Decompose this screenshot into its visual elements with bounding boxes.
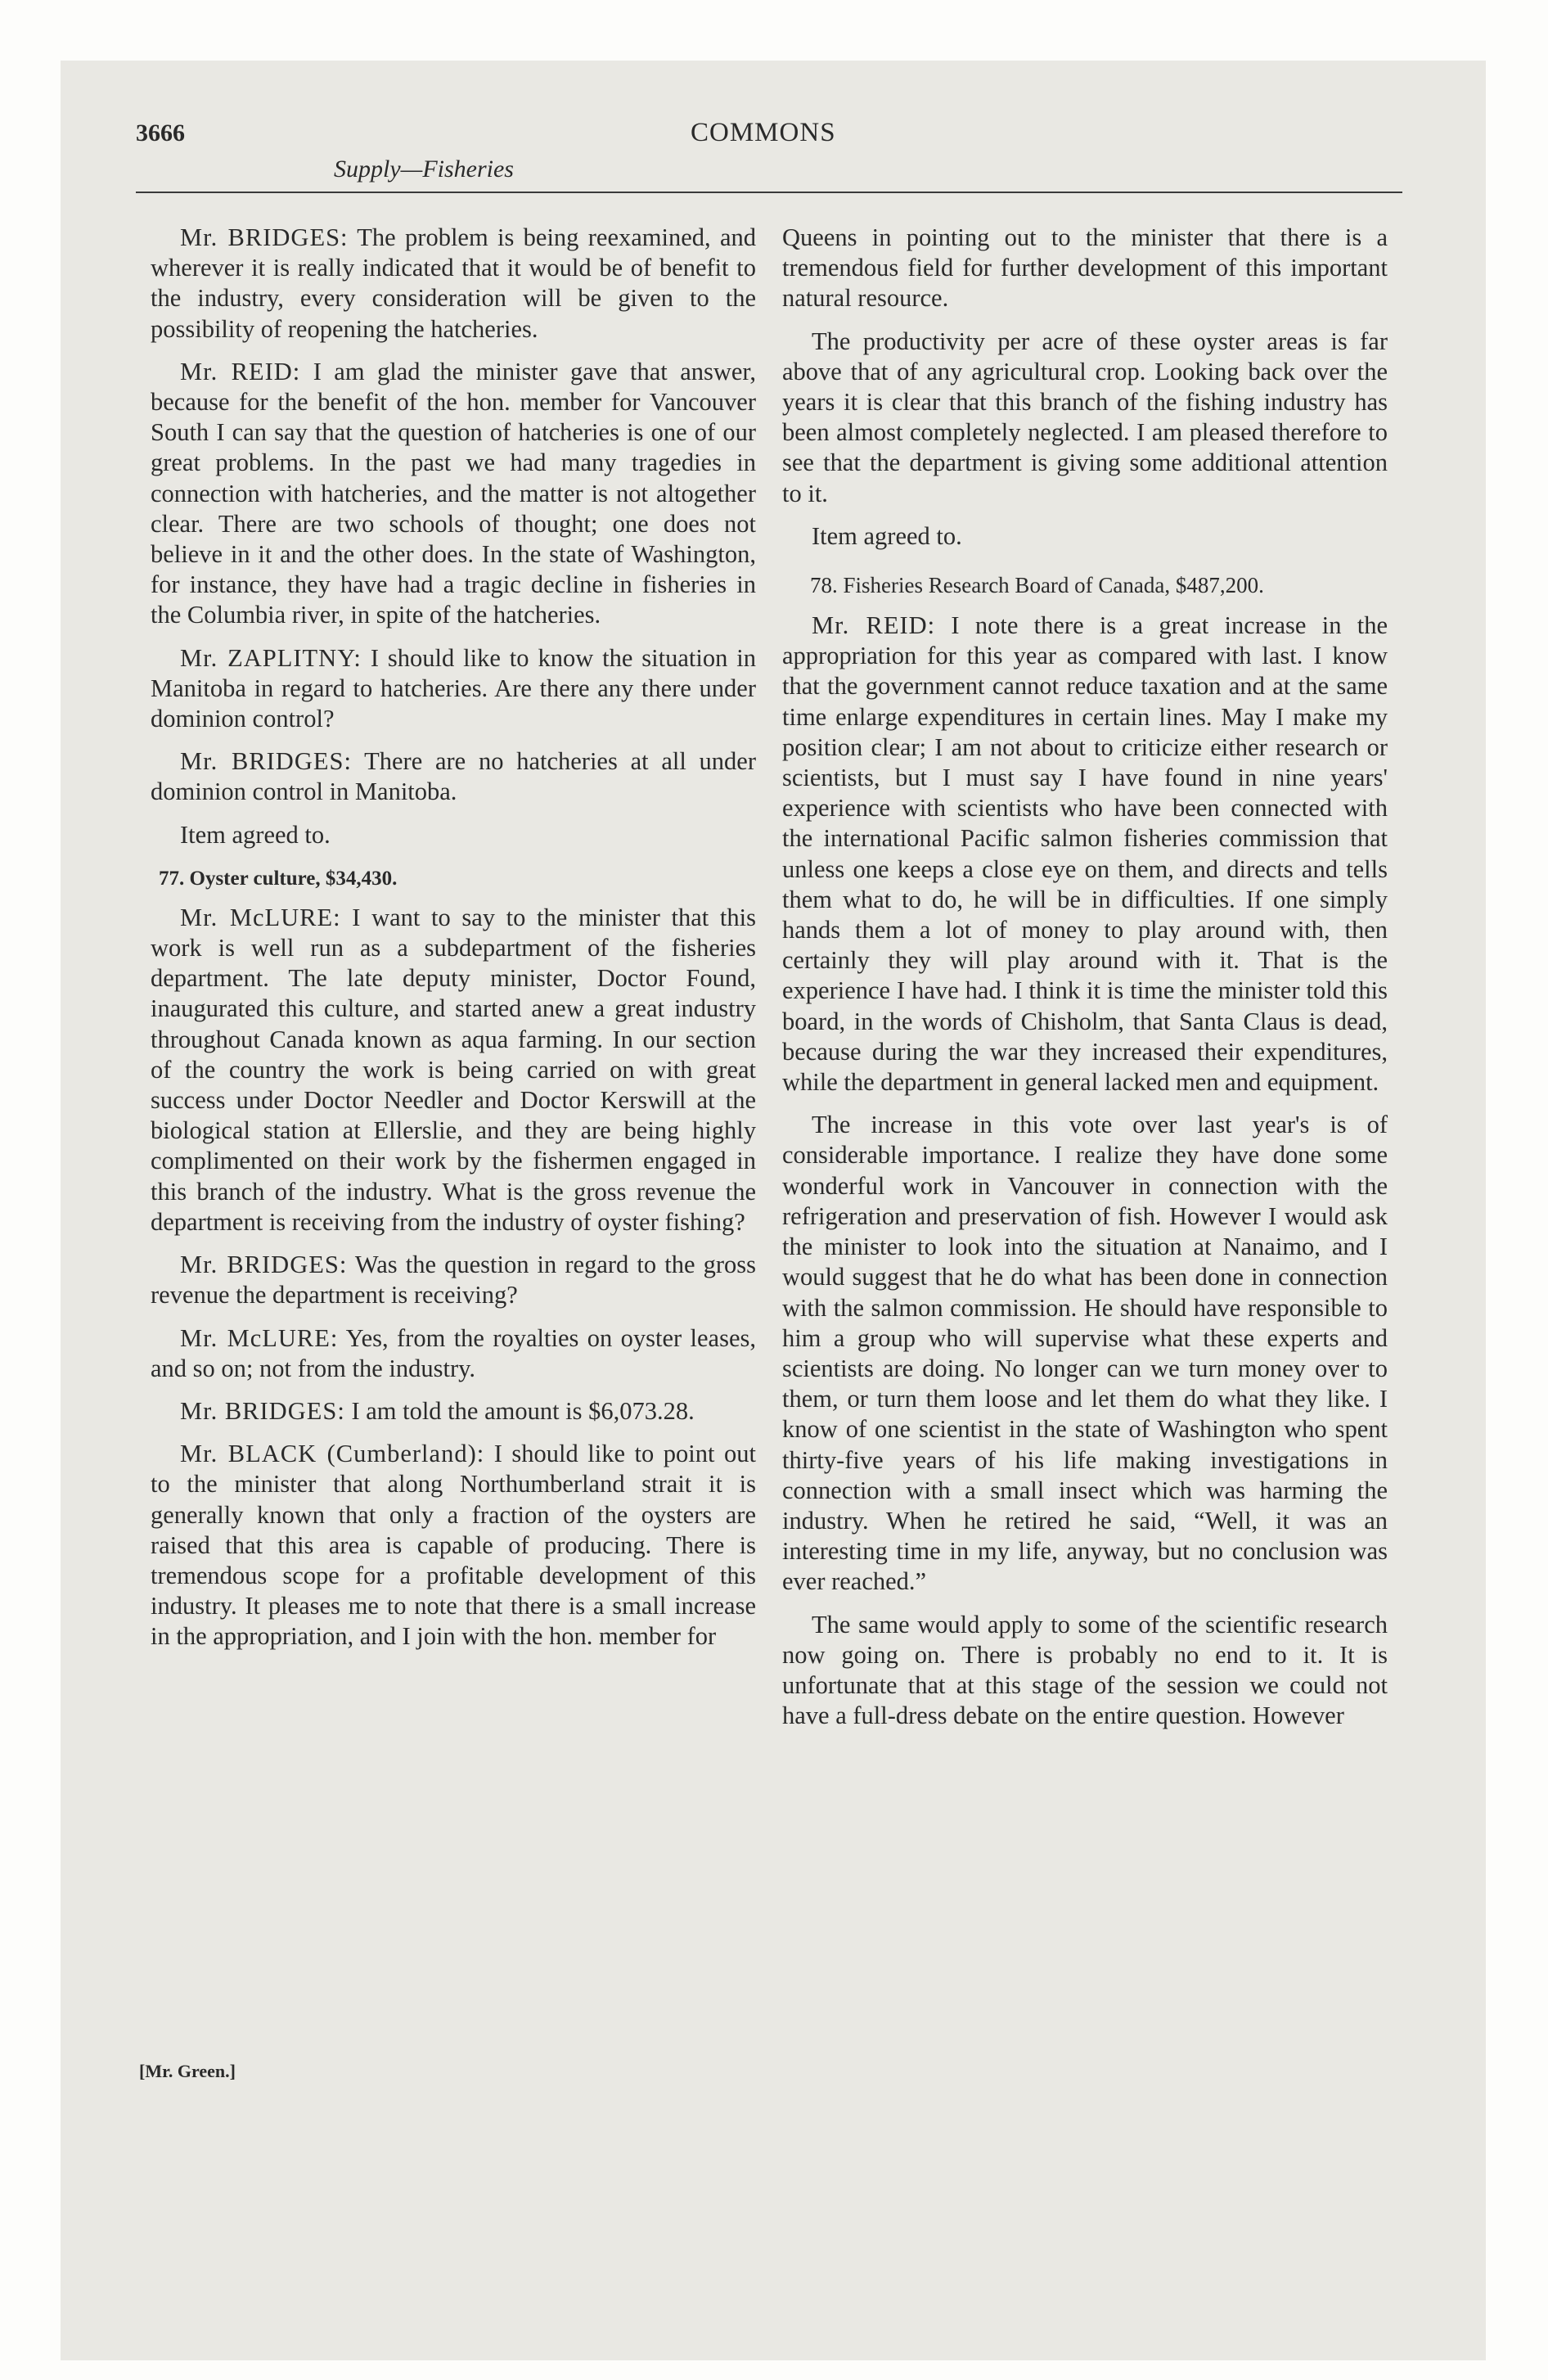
- paragraph-text: I should like to know the situation in Manitoba in regard to hatcheries. Are there any there under dominion control?: [151, 643, 756, 733]
- running-title: COMMONS: [691, 118, 836, 147]
- paragraph: [782, 1610, 1388, 1732]
- paragraph: [782, 327, 1388, 509]
- paragraph: [151, 1396, 756, 1427]
- speaker-name: Mr. McLURE:: [180, 1323, 339, 1352]
- paragraph: [782, 223, 1388, 314]
- paragraph: [782, 1110, 1388, 1597]
- speaker-name: Mr. BRIDGES:: [180, 223, 349, 251]
- speaker-name: Mr. McLURE:: [180, 903, 341, 931]
- paragraph-text: The increase in this vote over last year's is of considerable importance. I realize they have done some wonderful work in Vancouver in connection with the refrigeration and preservation of fish. However I would ask the minister to look into the situation at Nanaimo, and I would suggest that he do what has been done in connection with the salmon commission. He should have responsible to him a group who will supervise what these experts and scientists are doing. No longer can we turn money over to them, or turn them loose and let them do what they like. I know of one scientist in the state of Washington who spent thirty-five years of his life making investigations in connection with a small insect which was harming the industry. When he retired he said, “Well, it was an interesting time in my life, anyway, but no conclusion was ever reached.”: [782, 1111, 1388, 1596]
- paragraph: [151, 903, 756, 1237]
- paragraph-text: There are no hatcheries at all under dominion control in Manitoba.: [151, 747, 757, 806]
- paragraph-text: I am told the amount is $6,073.28.: [344, 1396, 695, 1425]
- speaker-note: [Mr. Green.]: [139, 2061, 236, 2081]
- speaker-name: Mr. REID:: [812, 611, 936, 640]
- vote-heading: 78. Fisheries Research Board of Canada, $487,200.: [810, 573, 1264, 598]
- paragraph: [151, 1250, 756, 1310]
- paragraph-text: Queens in pointing out to the minister that there is a tremendous field for further development of this important natural resource.: [782, 223, 1388, 313]
- speaker-name: Mr. REID:: [180, 357, 301, 385]
- vote-heading: 77. Oyster culture, $34,430.: [159, 867, 398, 890]
- paragraph-text: The productivity per acre of these oyster areas is far above that of any agricultural crop. Looking back over the years it is clear that this branch of the fishing industry has been almost completely neglected. I am pleased therefore to see that the department is giving some additional attention to it.: [782, 327, 1388, 507]
- page-header: [136, 113, 1402, 195]
- paragraph: [151, 1323, 756, 1384]
- paragraph: [151, 223, 756, 345]
- header-rule: [136, 192, 1402, 193]
- speaker-name: Mr. BRIDGES:: [180, 1396, 345, 1425]
- paragraph-text: Yes, from the royalties on oyster leases, and so on; not from the industry.: [151, 1323, 756, 1382]
- paragraph-text: I want to say to the minister that this work is well run as a subdepartment of the fisheries department. The late deputy minister, Doctor Found, inaugurated this culture, and started anew a great industry throughout Canada known as aqua farming. In our section of the country the work is being carried on with great success under Doctor Needler and Doctor Kerswill at the biological station at Ellerslie, and they are being highly complimented on their work by the fishermen engaged in this branch of the industry. What is the gross revenue the department is receiving from the industry of oyster fishing?: [151, 903, 756, 1236]
- item-agreed: Item agreed to.: [812, 521, 962, 550]
- paragraph-text: I should like to point out to the minister that along Northumberland strait it is generally known that only a fraction of the oysters are raised that this area is capable of producing. There is tremendous scope for a profitable development of this industry. It pleases me to note that there is a small increase in the appropriation, and I join with the hon. member for: [151, 1440, 756, 1651]
- speaker-name: Mr. ZAPLITNY:: [180, 643, 362, 672]
- speaker-name: Mr. BLACK (Cumberland):: [180, 1440, 485, 1468]
- paragraph: [151, 643, 756, 735]
- paragraph-text: The same would apply to some of the scientific research now going on. There is probably no end to it. It is unfortunate that at this stage of the session we could not have a full-dress debate on the entire question. However: [782, 1610, 1388, 1730]
- paragraph-text: Was the question in regard to the gross revenue the department is receiving?: [151, 1251, 756, 1309]
- paragraph: [151, 746, 756, 807]
- paragraph: [782, 611, 1388, 1098]
- speaker-name: Mr. BRIDGES:: [180, 1251, 348, 1279]
- item-agreed: Item agreed to.: [180, 820, 331, 849]
- paragraph: [151, 357, 756, 631]
- paragraph-text: The problem is being reexamined, and wherever it is really indicated that it would be of benefit to the industry, every consideration will be given to the possibility of reopening the hatcheries.: [151, 223, 757, 343]
- right-column: [782, 223, 1388, 1743]
- speaker-name: Mr. BRIDGES:: [180, 747, 352, 776]
- paragraph: [151, 1439, 756, 1652]
- page-number: 3666: [136, 119, 185, 146]
- left-column: [151, 223, 756, 1665]
- section-title: Supply—Fisheries: [334, 156, 514, 183]
- paragraph-text: I note there is a great increase in the appropriation for this year as compared with last. I know that the government cannot reduce taxation and at the same time enlarge expenditures in certain lines. May I make my position clear; I am not about to criticize either research or scientists, but I must say I have found in nine years' experience with scientists who have been connected with the international Pacific salmon fisheries commission that unless one keeps a close eye on them, and directs and tells them what to do, he will be in difficulties. If one simply hands them a lot of money to play around with, then certainly they will play around with it. That is the experience I have had. I think it is time the minister told this board, in the words of Chisholm, that Santa Claus is dead, because during the war they increased their expenditures, while the department in general lacked men and equipment.: [782, 611, 1388, 1097]
- paragraph-text: I am glad the minister gave that answer, because for the benefit of the hon. member for Vancouver South I can say that the question of hatcheries is one of our great problems. In the past we had many tragedies in connection with hatcheries, and the matter is not altogether clear. There are two schools of thought; one does not believe in it and the other does. In the state of Washington, for instance, they have had a tragic decline in fisheries in the Columbia river, in spite of the hatcheries.: [151, 357, 756, 629]
